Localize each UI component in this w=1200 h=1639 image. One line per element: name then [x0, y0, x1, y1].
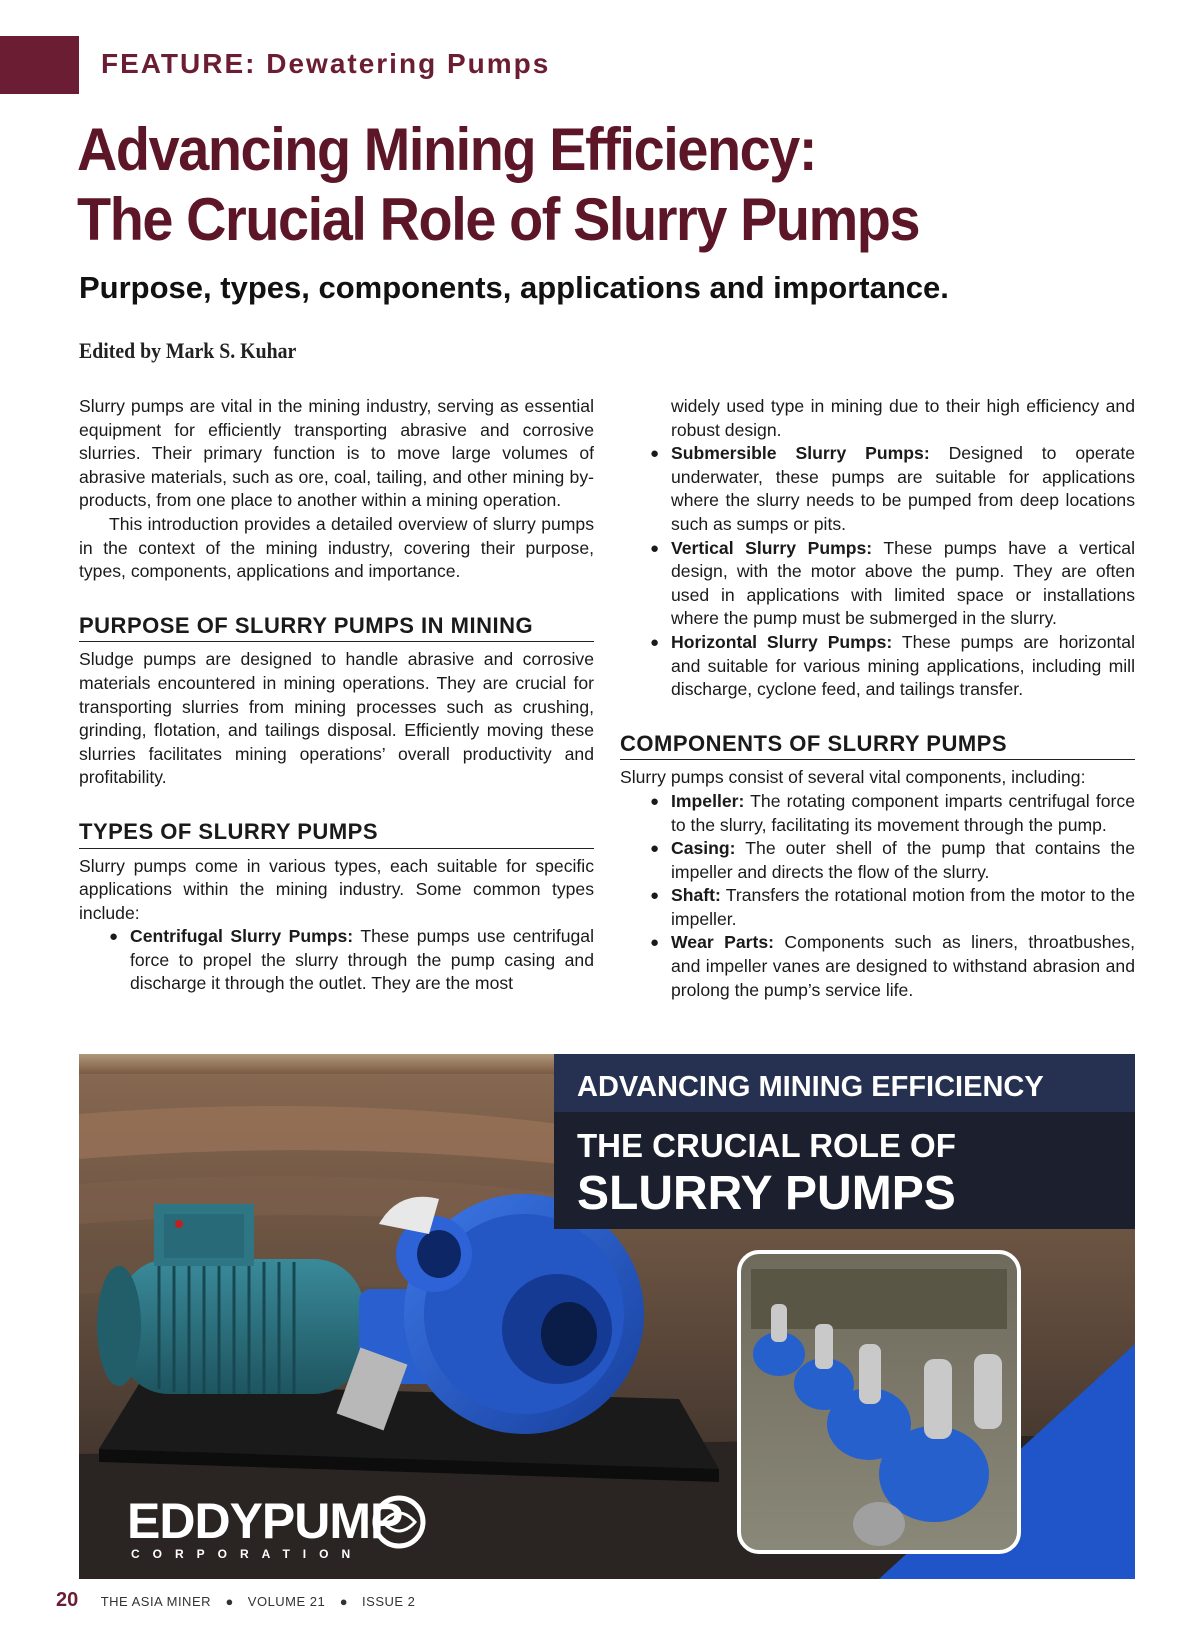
list-item-term: Submersible Slurry Pumps: [671, 443, 930, 464]
list-item-term: Horizontal Slurry Pumps: [671, 631, 893, 652]
feature-accent-bar [0, 36, 79, 94]
feature-kicker: FEATURE: Dewatering Pumps [101, 48, 551, 79]
list-item-text: These pumps are horizontal and suitable for various mining applications, including mill discharge, cyclone feed, and tailings transfer. [671, 631, 1135, 700]
hero-banner-line-1: ADVANCING MINING EFFICIENCY [577, 1071, 1044, 1103]
intro-paragraph-1: Slurry pumps are vital in the mining industry, serving as essential equipment for efficiently transporting abrasive and corrosive slurries. Their primary function is to move large volumes of abrasive materials, such as ore, coal, tailing, and other mining by-products, from one place to another within a mining operation. [79, 396, 594, 511]
section-heading-components: COMPONENTS OF SLURRY PUMPS [620, 732, 1135, 761]
volume-label: VOLUME 21 [247, 1594, 326, 1609]
list-item-text: The outer shell of the pump that contains the impeller and directs the flow of the slurry. [671, 838, 1135, 882]
bullet-icon: ● [650, 840, 660, 858]
list-item-term: Wear Parts: [671, 932, 774, 953]
list-item-text: Designed to operate underwater, these pumps are suitable for applications where the slurry needs to be pumped from deep locations such as sumps or pits. [671, 443, 1135, 534]
list-item [620, 931, 1135, 1002]
right-column [620, 395, 1135, 1002]
list-item [620, 631, 1135, 702]
list-item-text: Transfers the rotational motion from the motor to the impeller. [671, 885, 1135, 929]
types-list-part-2 [620, 442, 1135, 702]
page-number: 20 [56, 1589, 79, 1611]
list-item-text: These pumps use centrifugal force to propel the slurry through the pump casing and discharge it through the outlet. They are the most [130, 926, 594, 994]
article-subtitle: Purpose, types, components, applications and importance. [79, 270, 949, 305]
list-item [620, 884, 1135, 931]
headline-line-1: Advancing Mining Efficiency: [77, 116, 817, 183]
page-footer [56, 1589, 415, 1612]
types-item-continuation: widely used type in mining due to their high efficiency and robust design. [671, 396, 1135, 440]
bullet-icon: ● [650, 934, 660, 952]
magazine-name: THE ASIA MINER [100, 1594, 212, 1609]
hero-illustration [79, 1054, 1135, 1579]
bullet-icon: ● [650, 539, 660, 557]
list-item-term: Shaft: [671, 885, 721, 906]
list-item-term: Impeller: [671, 790, 745, 811]
hero-banner-line-3: SLURRY PUMPS [577, 1167, 956, 1220]
list-item-text: Components such as liners, throatbushes, and impeller vanes are designed to withstand abrasion and prolong the pump’s service life. [671, 932, 1136, 1000]
separator-dot-icon: ● [339, 1594, 348, 1609]
hero-banner-line-2: THE CRUCIAL ROLE OF [577, 1127, 956, 1164]
list-item [620, 537, 1135, 631]
byline: Edited by Mark S. Kuhar [79, 338, 297, 363]
bullet-icon: ● [650, 445, 660, 463]
headline-line-2: The Crucial Role of Slurry Pumps [77, 186, 920, 253]
hero-image [79, 1054, 1135, 1579]
purpose-paragraph: Sludge pumps are designed to handle abrasive and corrosive materials encountered in mining operations. They are crucial for transporting slurries from mining processes such as crushing, grinding, flotation, and tailings disposal. Efficiently moving these slurries facilitates mining operations’ overall productivity and profitability. [79, 649, 594, 788]
list-item-term: Centrifugal Slurry Pumps: [130, 926, 354, 947]
types-intro: Slurry pumps come in various types, each suitable for specific applications within the mining industry. Some common types include: [79, 855, 594, 923]
left-column [79, 395, 594, 996]
intro-paragraph-2: This introduction provides a detailed overview of slurry pumps in the context of the mining industry, covering their purpose, types, components, applications and importance. [79, 513, 594, 582]
list-item-term: Vertical Slurry Pumps: [671, 537, 873, 558]
section-heading-purpose: PURPOSE OF SLURRY PUMPS IN MINING [79, 614, 594, 643]
bullet-icon: ● [650, 633, 660, 651]
list-item-text: The rotating component imparts centrifugal force to the slurry, facilitating its movement through the pump. [671, 790, 1135, 835]
bullet-icon: ● [650, 792, 660, 810]
components-intro: Slurry pumps consist of several vital components, including: [620, 767, 1086, 788]
components-list [620, 790, 1135, 1002]
bullet-icon: ● [650, 887, 660, 905]
section-heading-types: TYPES OF SLURRY PUMPS [79, 820, 594, 849]
list-item [620, 442, 1135, 536]
list-item [620, 837, 1135, 884]
types-list-part-1 [79, 925, 594, 996]
list-item-term: Casing: [671, 838, 736, 859]
issue-label: ISSUE 2 [362, 1594, 416, 1609]
eddypump-logo-text: EDDYPUMP [127, 1493, 403, 1549]
article-headline [77, 115, 1063, 255]
bullet-icon: ● [109, 928, 119, 946]
list-item-text: These pumps have a vertical design, with the motor above the pump. They are often used in applications with limited space or installations where the pump must be submerged in the slurry. [671, 537, 1135, 629]
list-item [79, 925, 594, 996]
list-item [620, 790, 1135, 837]
eddypump-logo-subtext: CORPORATION [131, 1547, 364, 1561]
separator-dot-icon: ● [225, 1594, 234, 1609]
